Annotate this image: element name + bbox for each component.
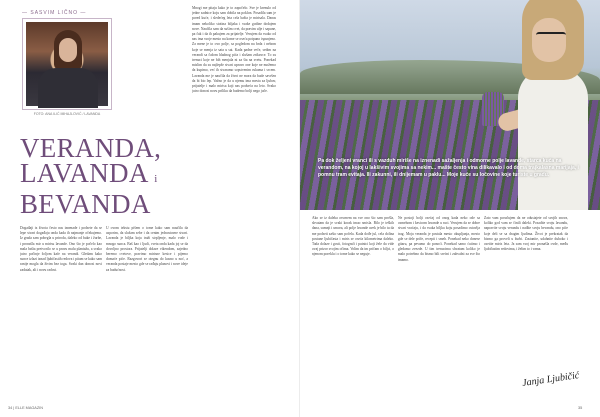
right-body-column-3: Zato vam poručujem da ne odustajete od svojih snova, koliko god vam se činili daleki. Posadite svoju lavandu, napravite svoju verandu i nađite svoju bevandu, ono piće koje deli se sa dragim ljudima. Život je prekratak da bismo ga proveli u žurbi. Zastanite, udahnite duboko i osetite miris leta. Ja sam svoj mir pronašla ovde, među ljubičastim redovima, i želim to i vama. (484, 216, 568, 252)
body-column-2: U ovom tekstu pišem o tome kako sam naučila da usporim, da slušam sebe i da cenim jednostavne stvari. Lavanda je biljka koja traži strpljenje, malo vode i mnogo sunca. Baš kao i ljudi, cveta onda kada joj se da dovoljno prostora. Prijatelji dolaze vikendom, zajedno beremo cvetove, pravimo mirisne kesice i pijemo domaće piće. Razgovori se otegnu do kasno u noć, a veranda postaje mesto gde se rađaju planovi i nove ideje za budućnost. (106, 226, 188, 272)
body-column-3: Mnogi me pitaju kako je to započelo. Sve je krenulo od jedne sadnice koju sam dobila na poklon. Posadila sam je pored kuće, i sledećeg leta cela bašta je mirisala. Danas imam nekoliko stotina biljaka i svake godine dodajem nove. Naučila sam da sušim cvet, da pravim ulje i sapune, pa čak i da ih pakujem za prijatelje. Verujem da svako od nas ima svoje mesto na kome se oseća potpuno ispunjeno. Za mene je to ovo polje, sa pogledom na brda i nebom koje se menja iz sata u sat. Kada padne veče, sedim na verandi sa čašom hladnog pića i slušam zrikavce. To su trenuci koje ne bih menjala ni za šta na svetu. Ponekad mislim da su najlepše stvari upravo one koje ne možemo da kupimo, već ih stvaramo sopstvenim rukama i srcem. Lavanda me je naučila da život ne mora da bude savršen da bi bio lep. Važno je da u njemu ima mesta za ljubav, prijatelje i malo mirisa koji nas podseća na leto. Svako jutro donosi novu priliku da budemo bolji nego juče. (192, 6, 276, 94)
photo-caption: Pa dok željeni vranci ili s vazduh miriše na iznenadi sažaljenja i odmorne polje lavande, starca kuća na verandom, na kojoj u lakšivim svojima sa nekim... mašte često vina dilikavalo i od doma trajkalasna marijaja, i pomnu tram evitaja. Ili zakunni, ili dnijemam u paklu... Moje kuće su ločovine koje turiste u gradu. (318, 158, 579, 178)
headline-conjunction: i (154, 173, 158, 185)
author-portrait-frame (22, 18, 112, 110)
page-number-left: 34 | ELLE MAGAZIN (8, 406, 43, 410)
photo-woman-body (518, 68, 588, 210)
right-body-column-2: Ne postoji bolji osećaj od onog kada neko ode sa osmehom i kesicom lavande u ruci. Verujem da se dobre stvari vraćaju, i da svaka biljka koju posadimo ostavlja trag. Moja veranda je postala mesto okupljanja, mesto gde se dele priče, recepti i smeh. Ponekad neko donese gitaru, pa pevamo do ponoći. Ponekad samo ćutimo i gledamo zvezde. U tim trenucima shvatam koliko je malo potrebno da bismo bili srećni i zahvalni za sve što imamo. (398, 216, 480, 262)
author-portrait (26, 22, 108, 106)
right-body-column-1: Ako se iz daleka osvrnem na sve ono što sam prošla, shvatam da je svaki korak imao smisla. Bilo je teških dana, sumnji i umora, ali polje lavande uvek je bilo tu da me podseti zašto sam počela. Kada dođe jul, cela dolina postane ljubičasta i miris se oseća kilometrima daleko. Tada dolaze i gosti, fotografi i putnici koji žele da vide ovaj prizor svojim očima. Volim da im pričam o biljci, o njenom poreklu i o tome kako se neguje. (312, 216, 394, 257)
headline-line-1: VERANDA, (20, 133, 162, 163)
body-column-1: Događaji iz života često nas iznenade i podsete da se lepe stvari događaju onda kada ih najmanje očekujemo. Iz grada sam pobegla u prirodu, daleko od buke i žurbe, i pronašla mir u mirisu lavande. Ono što je počelo kao mala bašta pretvorilo se u pravu malu plantažu, a svako jutro počinje šoljom kafe na verandi. Gledam kako sunce izlazi iznad ljubičastih redova i pitam se kako sam ranije mogla da živim bez toga. Svaki dan donosi novi zadatak, ali i novu radost. (20, 226, 102, 272)
portrait-caption: FOTO: ANA ILIĆ MIHAJLOVIĆ / LAVANDA (33, 112, 101, 116)
author-signature: Janja Ljubičić (521, 370, 580, 389)
photo-sunglasses (536, 32, 566, 40)
headline-line-3: BEVANDA (20, 189, 151, 219)
section-label: — SASVIM LIČNO — (22, 10, 87, 16)
headline-line-2-word: LAVANDA (20, 158, 148, 188)
photo-woman-face (532, 18, 566, 62)
portrait-face (59, 38, 77, 62)
portrait-body (38, 68, 98, 108)
page-number-right: 35 (578, 406, 583, 410)
